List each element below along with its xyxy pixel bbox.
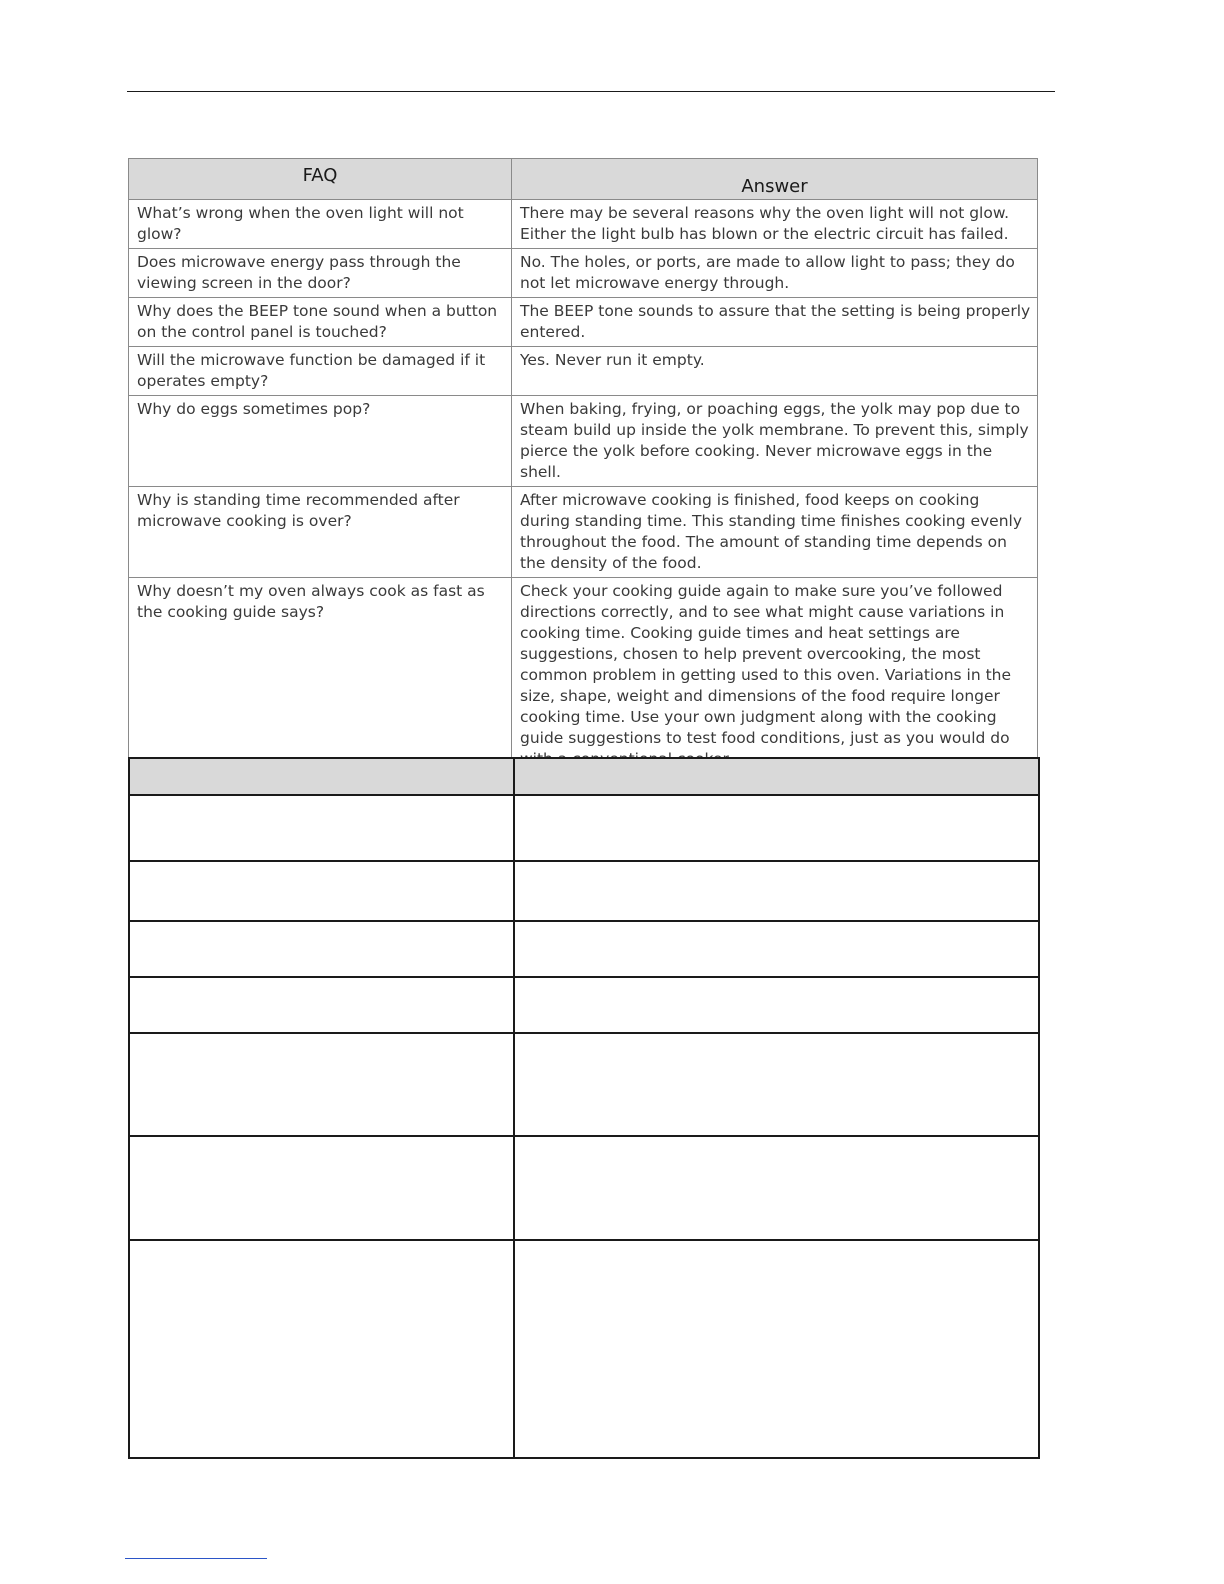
faq-question: Does microwave energy pass through the viewing screen in the door? xyxy=(129,249,512,298)
empty-cell xyxy=(129,861,514,921)
faq-header-row xyxy=(129,159,1038,200)
faq-answer: The BEEP tone sounds to assure that the setting is being properly entered. xyxy=(512,298,1038,347)
faq-answer: There may be several reasons why the oven light will not glow. Either the light bulb has blown or the electric circuit has failed. xyxy=(512,200,1038,249)
empty-cell xyxy=(514,977,1039,1033)
empty-cell xyxy=(514,1033,1039,1136)
empty-cell xyxy=(129,1240,514,1458)
empty-cell xyxy=(129,921,514,977)
faq-answer: When baking, frying, or poaching eggs, the yolk may pop due to steam build up inside the yolk membrane. To prevent this, simply pierce the yolk before cooking. Never microwave eggs in the shell. xyxy=(512,396,1038,487)
faq-question: Will the microwave function be damaged if it operates empty? xyxy=(129,347,512,396)
empty-cell xyxy=(129,977,514,1033)
empty-row xyxy=(129,1240,1039,1458)
empty-row xyxy=(129,921,1039,977)
empty-row xyxy=(129,1033,1039,1136)
faq-column-header: FAQ xyxy=(129,159,512,200)
faq-answer: No. The holes, or ports, are made to allow light to pass; they do not let microwave energy through. xyxy=(512,249,1038,298)
empty-row xyxy=(129,861,1039,921)
table-row xyxy=(129,200,1038,249)
empty-row xyxy=(129,1136,1039,1240)
faq-question: What’s wrong when the oven light will not glow? xyxy=(129,200,512,249)
table-row xyxy=(129,578,1038,775)
faq-question: Why do eggs sometimes pop? xyxy=(129,396,512,487)
empty-row xyxy=(129,795,1039,861)
table-row xyxy=(129,249,1038,298)
table-row xyxy=(129,347,1038,396)
faq-answer: Check your cooking guide again to make sure you’ve followed directions correctly, and to see what might cause variations in cooking time. Cooking guide times and heat settings are suggestions, chosen to help prevent overcooking, the most common problem in getting used to this oven. Variations in the size, shape, weight and dimensions of the food require longer cooking time. Use your own judgment along with the cooking guide suggestions to test food conditions, just as you would do xyxy=(512,578,1038,775)
faq-answer: After microwave cooking is finished, food keeps on cooking during standing time. This standing time finishes cooking evenly throughout the food. The amount of standing time depends on the density of the food. xyxy=(512,487,1038,578)
empty-header-row xyxy=(129,758,1039,795)
faq-answer: Yes. Never run it empty. xyxy=(512,347,1038,396)
empty-cell xyxy=(129,795,514,861)
empty-cell xyxy=(129,1136,514,1240)
faq-question: Why is standing time recommended after microwave cooking is over? xyxy=(129,487,512,578)
table-row xyxy=(129,298,1038,347)
footer-link-underline xyxy=(125,1558,267,1559)
empty-table-outline xyxy=(128,757,1040,1459)
empty-header-cell xyxy=(129,758,514,795)
empty-row xyxy=(129,977,1039,1033)
empty-cell xyxy=(514,1136,1039,1240)
answer-column-header: Answer xyxy=(512,159,1038,200)
header-rule xyxy=(127,91,1055,92)
empty-cell xyxy=(514,861,1039,921)
empty-header-cell xyxy=(514,758,1039,795)
table-row xyxy=(129,396,1038,487)
faq-table xyxy=(128,158,1038,775)
empty-cell xyxy=(129,1033,514,1136)
faq-question: Why does the BEEP tone sound when a button on the control panel is touched? xyxy=(129,298,512,347)
empty-cell xyxy=(514,921,1039,977)
empty-cell xyxy=(514,795,1039,861)
empty-cell xyxy=(514,1240,1039,1458)
table-row xyxy=(129,487,1038,578)
faq-question: Why doesn’t my oven always cook as fast as the cooking guide says? xyxy=(129,578,512,775)
